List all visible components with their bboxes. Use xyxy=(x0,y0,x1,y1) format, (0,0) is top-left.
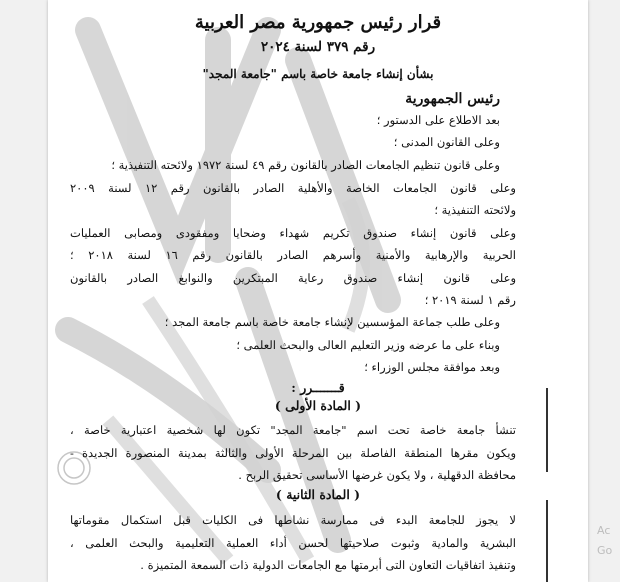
preamble-line: وبناء على ما عرضه وزير التعليم العالى والبحث العلمى ؛ xyxy=(236,338,500,352)
decree-title: قرار رئيس جمهورية مصر العربية xyxy=(194,12,442,33)
article1-line: محافظة الدقهلية ، ولا يكون غرضها الأساسى تحقيق الربح . xyxy=(238,468,516,482)
decree-number: رقم ٣٧٩ لسنة ٢٠٢٤ xyxy=(260,39,376,55)
preamble-line: الحربية والإرهابية والأمنية وأسرهم الصادر بالقانون رقم ١٦ لسنة ٢٠١٨ ؛ xyxy=(70,248,516,262)
decided-heading: قـــــــرر : xyxy=(291,380,345,395)
activation-text: Go xyxy=(597,544,613,557)
article1-line: ويكون مقرها المنطقة الفاصلة بين المرحلة الأولى والثالثة بمدينة المنصورة الجديدة - xyxy=(70,446,516,460)
article2-heading: ( المادة الثانية ) xyxy=(275,487,361,502)
preamble-line: رقم ١ لسنة ٢٠١٩ ؛ xyxy=(424,293,516,307)
decree-subject: بشأن إنشاء جامعة خاصة باسم "جامعة المجد" xyxy=(202,67,434,81)
preamble-line: وعلى قانون إنشاء صندوق رعاية المبتكرين والنوابغ الصادر بالقانون xyxy=(70,271,516,285)
preamble-line: وعلى قانون تنظيم الجامعات الصادر بالقانون رقم ٤٩ لسنة ١٩٧٢ ولائحته التنفيذية ؛ xyxy=(111,158,500,172)
article2-line: وتنفيذ اتفاقيات التعاون التى أبرمتها مع الجامعات الدولية ذات السمعة المتميزة . xyxy=(140,558,516,572)
document-page xyxy=(48,0,588,582)
article1-heading: ( المادة الأولى ) xyxy=(274,398,362,413)
decree-content xyxy=(48,0,588,582)
preamble-line: وبعد موافقة مجلس الوزراء ؛ xyxy=(364,360,500,374)
president-heading: رئيس الجمهورية xyxy=(405,91,500,107)
preamble-line: وعلى قانون الجامعات الخاصة والأهلية الصادر بالقانون رقم ١٢ لسنة ٢٠٠٩ xyxy=(70,181,516,195)
article1-line: تنشأ جامعة خاصة تحت اسم "جامعة المجد" تكون لها شخصية اعتبارية خاصة ، xyxy=(70,423,516,437)
margin-rule xyxy=(546,388,548,472)
preamble-line: بعد الاطلاع على الدستور ؛ xyxy=(376,113,500,127)
preamble-line: وعلى طلب جماعة المؤسسين لإنشاء جامعة خاصة باسم جامعة المجد ؛ xyxy=(164,315,500,329)
preamble-line: وعلى القانون المدنى ؛ xyxy=(393,135,500,149)
activation-text: Ac xyxy=(597,524,611,537)
margin-rule xyxy=(546,500,548,582)
preamble-line: ولائحته التنفيذية ؛ xyxy=(434,203,516,217)
preamble-line: وعلى قانون إنشاء صندوق تكريم شهداء وضحايا ومفقودى ومصابى العمليات xyxy=(70,226,516,240)
article2-line: لا يجوز للجامعة البدء فى ممارسة نشاطها فى الكليات قبل استكمال مقوماتها xyxy=(70,513,516,527)
article2-line: البشرية والمادية وثبوت صلاحيتها لحسن أداء العملية التعليمية والبحث العلمى ، xyxy=(70,536,516,550)
